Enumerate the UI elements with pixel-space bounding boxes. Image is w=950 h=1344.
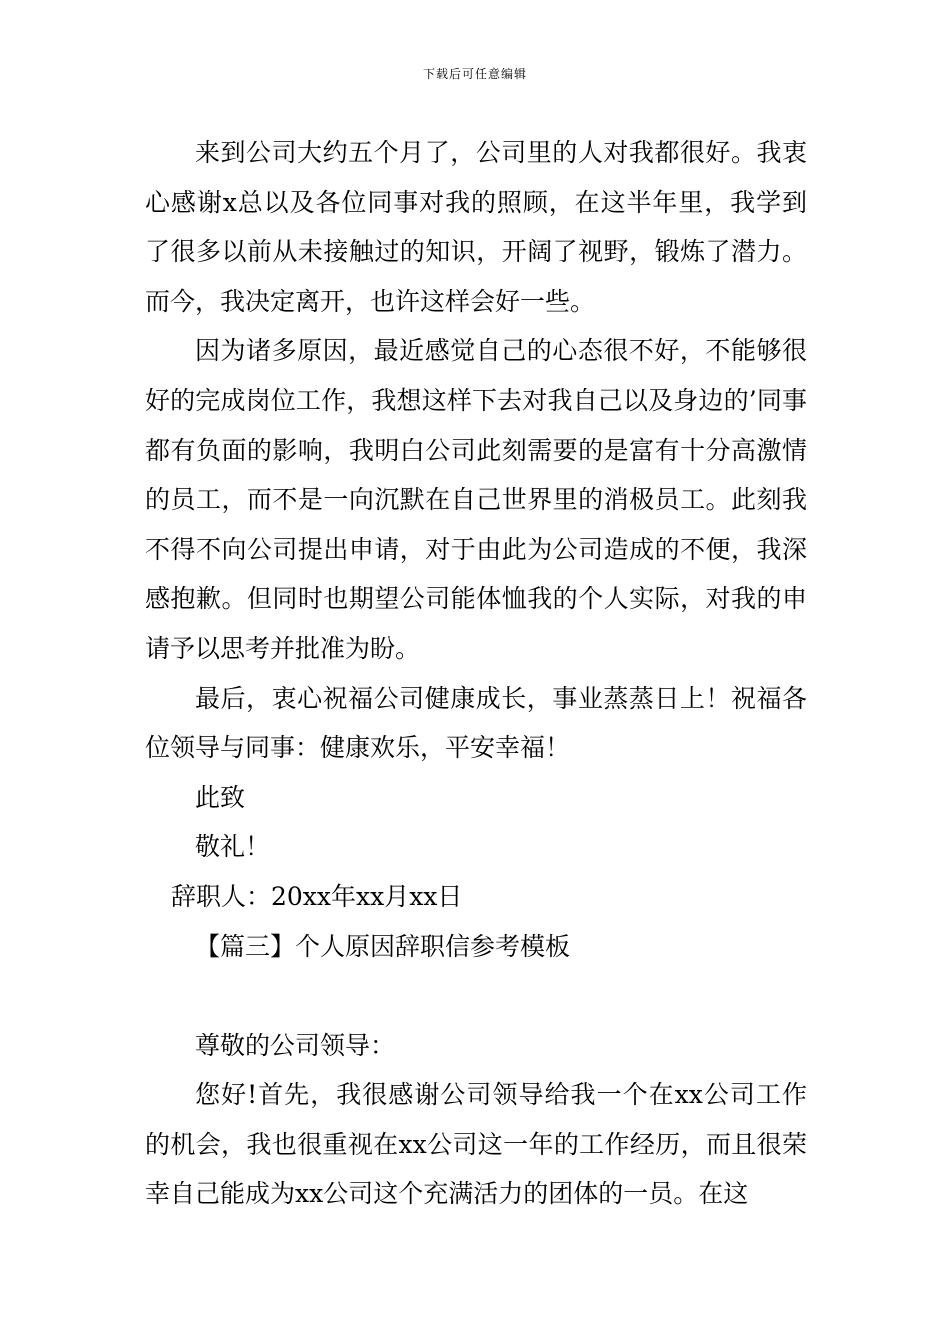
blank-line (145, 971, 807, 1021)
signature-line: 辞职人：20xx年xx月xx日 (171, 881, 463, 911)
closing-line-1: 此致 (195, 782, 246, 812)
section-title: 【篇三】个人原因辞职信参考模板 (195, 931, 571, 961)
paragraph-1: 来到公司大约五个月了，公司里的人对我都很好。我衷心感谢x总以及各位同事对我的照顾，在这半年里，我学到了很多以前从未接触过的知识，开阔了视野，锻炼了潜力。而今，我决定离开，也许这样会好一些。 (145, 138, 807, 316)
salutation: 尊敬的公司领导： (195, 1030, 396, 1060)
document-body (145, 128, 807, 1219)
paragraph-3: 最后，衷心祝福公司健康成长，事业蒸蒸日上！祝福各位领导与同事：健康欢乐，平安幸福！ (145, 683, 807, 763)
paragraph-4: 您好!首先，我很感谢公司领导给我一个在xx公司工作的机会，我也很重视在xx公司这一年的工作经历，而且很荣幸自己能成为xx公司这个充满活力的团体的一员。在这 (145, 1080, 807, 1209)
page-header-note: 下载后可任意编辑 (422, 67, 527, 81)
paragraph-2: 因为诸多原因，最近感觉自己的心态很不好，不能够很好的完成岗位工作，我想这样下去对我自己以及身边的’同事都有负面的影响，我明白公司此刻需要的是富有十分高激情的员工，而不是一向沉默在自己世界里的消极员工。此刻我不得不向公司提出申请，对于由此为公司造成的不便，我深感抱歉。但同时也期望公司能体恤我的个人实际，对我的申请予以思考并批准为盼。 (145, 336, 807, 663)
closing-line-2: 敬礼！ (195, 832, 271, 862)
